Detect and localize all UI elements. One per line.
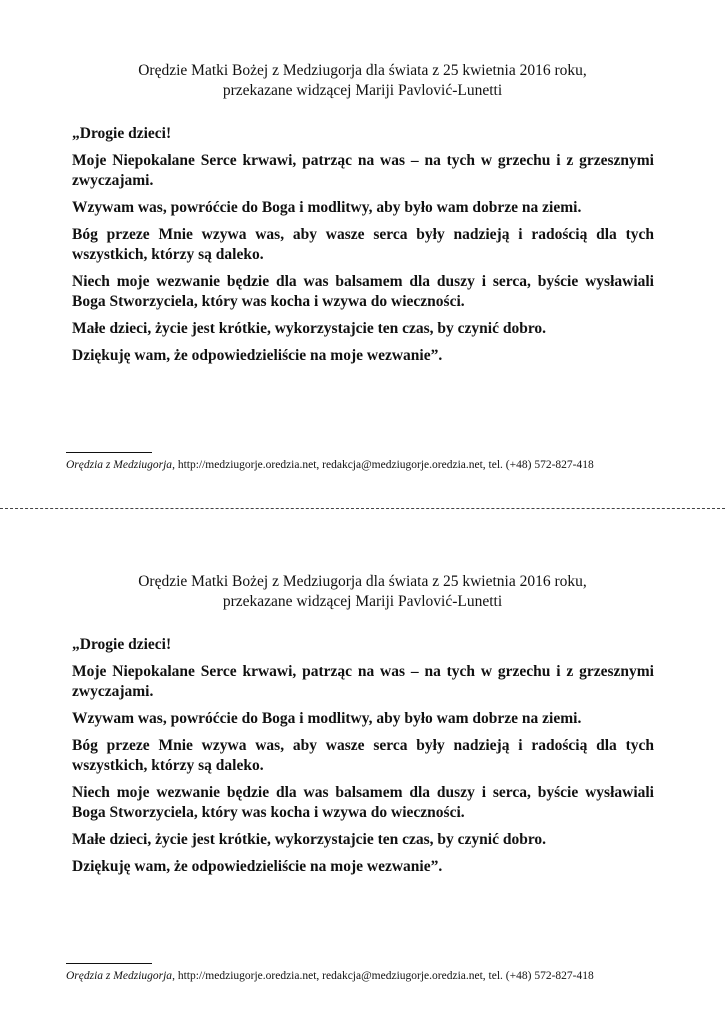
heading-line-1: Orędzie Matki Bożej z Medziugorja dla świata z 25 kwietnia 2016 roku, [138,62,587,79]
footnote-source: Orędzia z Medziugorja [66,459,173,471]
footnote-details: , http://medziugorje.oredzia.net, redakcja@medziugorje.oredzia.net, tel. (+48) 572-827-418 [172,970,594,982]
footnote-rule [66,452,152,453]
message-paragraph: Moje Niepokalane Serce krwawi, patrząc na was – na tych w grzechu i z grzesznymi zwyczajami. [72,663,654,700]
footnote-rule [66,963,152,964]
footnote-source: Orędzia z Medziugorja [66,970,173,982]
heading-line-2: przekazane widzącej Mariji Pavlović-Lunetti [222,593,503,610]
message-paragraph: Moje Niepokalane Serce krwawi, patrząc na was – na tych w grzechu i z grzesznymi zwyczajami. [72,152,654,189]
footnote-details: , http://medziugorje.oredzia.net, redakcja@medziugorje.oredzia.net, tel. (+48) 572-827-418 [172,459,594,471]
message-paragraph: Dziękuję wam, że odpowiedzieliście na moje wezwanie”. [72,347,443,364]
message-paragraph: Bóg przeze Mnie wzywa was, aby wasze serca były nadzieją i radością dla tych wszystkich, którzy są daleko. [72,226,654,263]
message-sheet-bottom [0,511,725,1001]
cut-line-divider [0,508,725,509]
document-heading [0,61,725,101]
message-paragraph: Dziękuję wam, że odpowiedzieliście na moje wezwanie”. [72,858,443,875]
message-paragraph: Wzywam was, powróćcie do Boga i modlitwy, aby było wam dobrze na ziemi. [72,199,582,216]
message-paragraph: Wzywam was, powróćcie do Boga i modlitwy, aby było wam dobrze na ziemi. [72,710,582,727]
message-paragraph: Małe dzieci, życie jest krótkie, wykorzystajcie ten czas, by czynić dobro. [72,831,547,848]
message-paragraph: „Drogie dzieci! [72,125,172,142]
message-paragraph: Małe dzieci, życie jest krótkie, wykorzystajcie ten czas, by czynić dobro. [72,320,547,337]
heading-line-2: przekazane widzącej Mariji Pavlović-Lunetti [222,82,503,99]
message-paragraph: Niech moje wezwanie będzie dla was balsamem dla duszy i serca, byście wysławiali Boga Stworzyciela, który was kocha i wzywa do wieczności. [72,784,654,821]
footnote [66,458,666,472]
message-paragraph: Bóg przeze Mnie wzywa was, aby wasze serca były nadzieją i radością dla tych wszystkich, którzy są daleko. [72,737,654,774]
message-paragraph: „Drogie dzieci! [72,636,172,653]
message-body [72,124,654,373]
heading-line-1: Orędzie Matki Bożej z Medziugorja dla świata z 25 kwietnia 2016 roku, [138,573,587,590]
message-sheet-top [0,0,725,490]
message-body [72,635,654,884]
footnote [66,969,666,983]
document-heading [0,572,725,612]
message-paragraph: Niech moje wezwanie będzie dla was balsamem dla duszy i serca, byście wysławiali Boga Stworzyciela, który was kocha i wzywa do wieczności. [72,273,654,310]
